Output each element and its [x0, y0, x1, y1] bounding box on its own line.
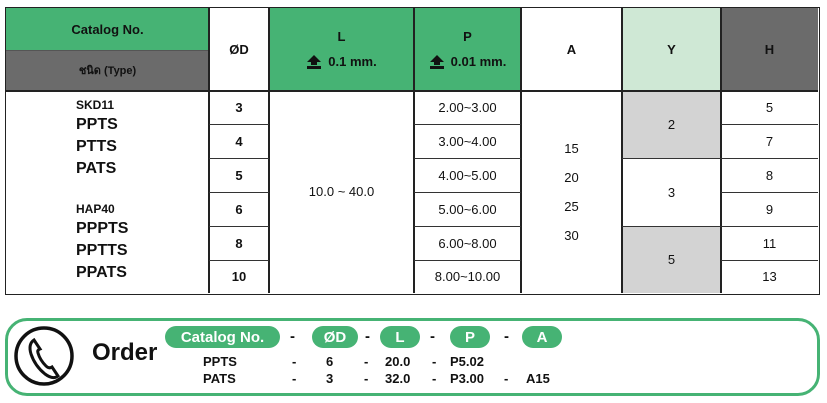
up-arrow-icon	[429, 54, 445, 70]
pill-a: A	[522, 326, 562, 348]
od-cell: 3	[235, 99, 243, 115]
order-example-od: 6	[326, 354, 334, 369]
order-example-dash: -	[364, 371, 369, 386]
header-od-label: ØD	[229, 41, 249, 57]
order-example-l: 20.0	[385, 354, 411, 369]
p-cell: 4.00~5.00	[438, 167, 497, 183]
type-label: PPTS	[76, 116, 118, 133]
header-type-label: ชนิด (Type)	[78, 65, 137, 77]
a-value: 20	[564, 170, 579, 185]
a-value: 15	[564, 141, 579, 156]
h-cell: 9	[765, 201, 774, 217]
p-cell: 2.00~3.00	[438, 99, 497, 115]
header-p	[414, 8, 521, 90]
row-divider	[622, 226, 721, 227]
order-example-l: 32.0	[385, 371, 411, 386]
header-catalog-label: Catalog No.	[71, 21, 144, 37]
y-cell-1: 2	[622, 90, 721, 158]
type-group-skd11	[76, 96, 206, 180]
header-a	[521, 8, 622, 90]
type-label: PPTTS	[76, 242, 128, 259]
up-arrow-icon	[306, 54, 322, 70]
pill-l: L	[380, 326, 420, 348]
p-cell: 8.00~10.00	[434, 269, 501, 284]
type-label: PATS	[76, 160, 117, 177]
header-p-label: P	[463, 28, 472, 44]
od-cell: 6	[235, 201, 243, 217]
p-cell: 5.00~6.00	[438, 201, 497, 217]
order-example-dash: -	[292, 371, 297, 386]
dash-separator: -	[430, 328, 435, 345]
header-split	[6, 50, 209, 51]
header-od	[209, 8, 269, 90]
pill-od: ØD	[312, 326, 358, 348]
a-value: 25	[564, 199, 579, 214]
header-y-label: Y	[667, 41, 676, 57]
a-value: 30	[564, 228, 579, 243]
order-example-dash: -	[432, 371, 437, 386]
header-l	[269, 8, 414, 90]
od-cell: 5	[235, 167, 243, 183]
p-cell: 3.00~4.00	[438, 133, 497, 149]
material-label: HAP40	[76, 202, 115, 216]
header-catalog	[6, 8, 209, 50]
header-l-label: L	[337, 28, 346, 44]
p-cell: 6.00~8.00	[438, 235, 497, 251]
a-values	[521, 134, 622, 250]
type-group-hap40	[76, 200, 206, 284]
od-cell: 4	[235, 133, 243, 149]
header-l-tolerance: 0.1 mm.	[306, 54, 376, 70]
order-example-catalog: PATS	[203, 371, 236, 386]
order-panel	[5, 318, 820, 396]
order-example-a: A15	[526, 371, 550, 386]
h-cell: 5	[765, 99, 774, 115]
l-range-cell: 10.0 ~ 40.0	[308, 184, 375, 199]
header-h	[721, 8, 818, 90]
header-a-label: A	[566, 41, 577, 57]
dash-separator: -	[290, 328, 295, 345]
order-example-od: 3	[326, 371, 334, 386]
type-label: PTTS	[76, 138, 117, 155]
od-cell: 10	[231, 269, 247, 284]
order-example-dash: -	[432, 354, 437, 369]
h-cell: 13	[762, 269, 777, 284]
spec-table	[5, 7, 820, 295]
dash-separator: -	[504, 328, 509, 345]
header-h-label: H	[764, 41, 775, 57]
h-cell: 7	[765, 133, 774, 149]
y-cell-3: 5	[622, 226, 721, 293]
header-p-tolerance: 0.01 mm.	[429, 54, 507, 70]
order-example-p: P3.00	[450, 371, 484, 386]
type-label: PPPTS	[76, 220, 129, 237]
order-example-dash: -	[504, 371, 509, 386]
y-cell-2: 3	[622, 158, 721, 226]
pill-p: P	[450, 326, 490, 348]
h-cell: 8	[765, 167, 774, 183]
dash-separator: -	[365, 328, 370, 345]
h-cell: 11	[762, 235, 777, 251]
row-divider	[622, 158, 721, 159]
phone-icon	[12, 324, 76, 388]
header-type	[6, 50, 209, 90]
order-example-dash: -	[364, 354, 369, 369]
type-label: PPATS	[76, 264, 127, 281]
order-example-p: P5.02	[450, 354, 484, 369]
material-label: SKD11	[76, 98, 115, 112]
order-example-catalog: PPTS	[203, 354, 237, 369]
pill-catalog: Catalog No.	[165, 326, 280, 348]
order-title: Order	[92, 339, 158, 366]
od-cell: 8	[235, 235, 243, 251]
header-y	[622, 8, 721, 90]
order-example-dash: -	[292, 354, 297, 369]
